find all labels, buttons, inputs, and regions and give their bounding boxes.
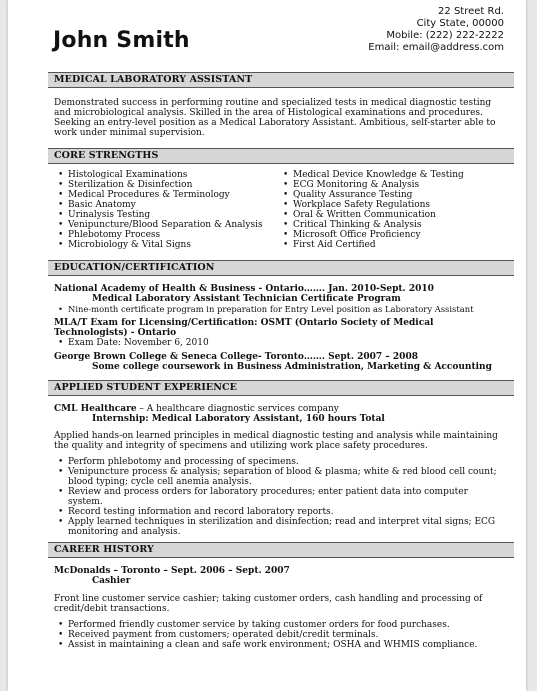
list-item: • Microsoft Office Proficiency bbox=[279, 230, 504, 240]
experience-company bbox=[54, 404, 504, 414]
list-item: • Microbiology & Vital Signs bbox=[54, 240, 279, 250]
list-item: • Basic Anatomy bbox=[54, 200, 279, 210]
list-item: • Oral & Written Communication bbox=[279, 210, 504, 220]
experience-role: Internship: Medical Laboratory Assistant, 160 hours Total bbox=[92, 414, 385, 424]
objective-text: Demonstrated success in performing routine and specialized tests in medical diagnostic testing and microbiological analysis. Skilled in the area of Histological examinations and procedures. Seeking an entry-level position as a Medical Laboratory Assistant. Ambitious, self-starter able to work under minimal supervision. bbox=[54, 98, 496, 138]
list-item: • Sterilization & Disinfection bbox=[54, 180, 279, 190]
list-item: • Performed friendly customer service by taking customer orders for food purchases. bbox=[54, 620, 504, 630]
strengths-list-right bbox=[279, 170, 504, 250]
list-item: • Venipuncture/Blood Separation & Analysis bbox=[54, 220, 279, 230]
resume-page bbox=[8, 0, 526, 691]
list-item: • Workplace Safety Regulations bbox=[279, 200, 504, 210]
list-item: • Histological Examinations bbox=[54, 170, 279, 180]
education-entry-3-program: Some college coursework in Business Administration, Marketing & Accounting bbox=[92, 362, 492, 372]
education-entry-2: MLA/T Exam for Licensing/Certification: OSMT (Ontario Society of Medical Technologists) - Ontario bbox=[54, 318, 434, 338]
candidate-name: John Smith bbox=[53, 28, 190, 53]
contact-address: 22 Street Rd. bbox=[438, 6, 504, 17]
contact-city: City State, 00000 bbox=[416, 18, 504, 29]
career-text: Front line customer service cashier; taking customer orders, cash handling and processing of credit/debit transactions. bbox=[54, 594, 483, 614]
section-header-career: CAREER HISTORY bbox=[48, 542, 514, 558]
objective-section bbox=[54, 98, 504, 138]
list-item: • Received payment from customers; operated debit/credit terminals. bbox=[54, 630, 504, 640]
career-job-title: Cashier bbox=[92, 576, 131, 586]
contact-mobile: Mobile: (222) 222-2222 bbox=[386, 30, 504, 41]
list-item: • Perform phlebotomy and processing of specimens. bbox=[54, 457, 504, 467]
education-entry-1-program: Medical Laboratory Assistant Technician Certificate Program bbox=[92, 294, 401, 304]
career-bullets bbox=[54, 620, 504, 650]
experience-company-name: CML Healthcare bbox=[54, 404, 137, 414]
section-header-education: EDUCATION/CERTIFICATION bbox=[48, 260, 514, 276]
list-item: • Quality Assurance Testing bbox=[279, 190, 504, 200]
list-item: • Record testing information and record laboratory reports. bbox=[54, 507, 504, 517]
contact-info bbox=[284, 6, 504, 54]
strengths-section bbox=[54, 170, 504, 250]
section-header-objective: MEDICAL LABORATORY ASSISTANT bbox=[48, 72, 514, 88]
experience-section bbox=[54, 404, 504, 537]
section-header-experience: APPLIED STUDENT EXPERIENCE bbox=[48, 380, 514, 396]
experience-bullets bbox=[54, 457, 504, 537]
experience-text: Applied hands-on learned principles in medical diagnostic testing and analysis while maintaining the quality and integrity of specimens and utilizing work place safety procedures. bbox=[54, 431, 498, 451]
education-entry-1-bullet: • Nine-month certificate program in preparation for Entry Level position as Laboratory Assistant bbox=[54, 304, 504, 314]
contact-email: Email: email@address.com bbox=[368, 42, 504, 53]
list-item: • Phlebotomy Process bbox=[54, 230, 279, 240]
strengths-list-left bbox=[54, 170, 279, 250]
list-item: • Urinalysis Testing bbox=[54, 210, 279, 220]
section-header-strengths: CORE STRENGTHS bbox=[48, 148, 514, 164]
experience-company-desc: – A healthcare diagnostic services company bbox=[136, 404, 339, 414]
career-job-line: McDonalds – Toronto – Sept. 2006 – Sept. 2007 bbox=[54, 566, 290, 576]
list-item: • Review and process orders for laboratory procedures; enter patient data into computer system. bbox=[54, 487, 504, 507]
list-item: • Medical Device Knowledge & Testing bbox=[279, 170, 504, 180]
list-item: • Assist in maintaining a clean and safe work environment; OSHA and WHMIS compliance. bbox=[54, 640, 504, 650]
list-item: • First Aid Certified bbox=[279, 240, 504, 250]
education-section bbox=[54, 284, 504, 372]
list-item: • Medical Procedures & Terminology bbox=[54, 190, 279, 200]
list-item: • Apply learned techniques in sterilization and disinfection; read and interpret vital signs; ECG monitoring and analysis. bbox=[54, 517, 504, 537]
education-entry-2-bullet: • Exam Date: November 6, 2010 bbox=[54, 338, 504, 348]
list-item: • Critical Thinking & Analysis bbox=[279, 220, 504, 230]
career-section bbox=[54, 566, 504, 650]
list-item: • ECG Monitoring & Analysis bbox=[279, 180, 504, 190]
education-entry-3: George Brown College & Seneca College- Toronto……. Sept. 2007 – 2008 bbox=[54, 352, 418, 362]
list-item: • Venipuncture process & analysis; separation of blood & plasma; white & red blood cell count; blood typing; cycle cell anemia analysis. bbox=[54, 467, 504, 487]
education-entry-1: National Academy of Health & Business - Ontario……. Jan. 2010-Sept. 2010 bbox=[54, 284, 434, 294]
